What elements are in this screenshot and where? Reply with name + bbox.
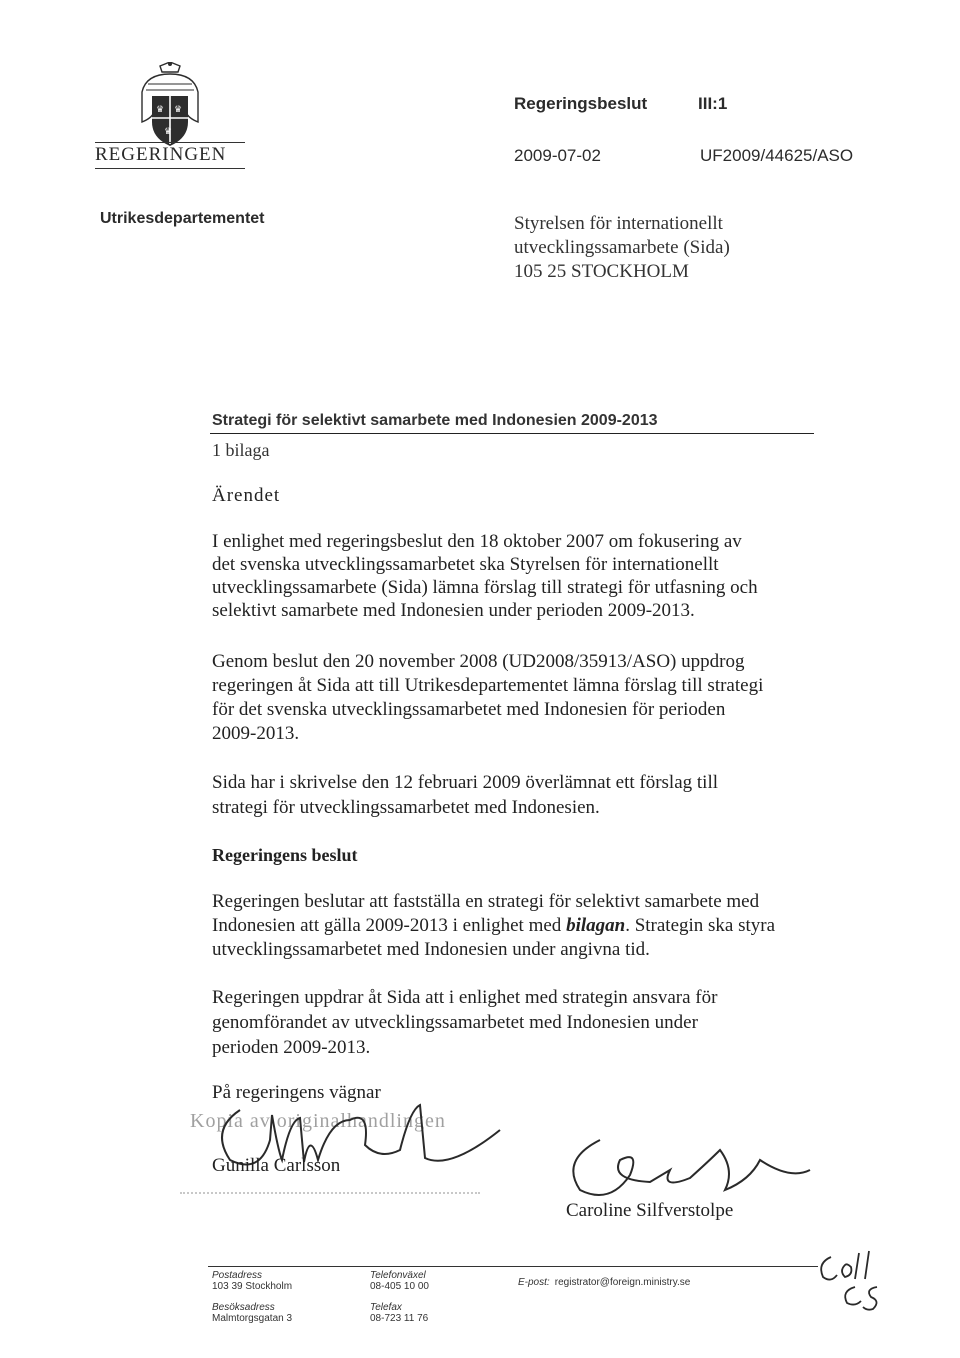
logo-rule-bottom bbox=[95, 168, 245, 169]
text-line: genomförandet av utvecklingssamarbetet med Indonesien under bbox=[212, 1012, 698, 1033]
logo-rule-top bbox=[95, 142, 245, 143]
signature-silfverstolpe bbox=[560, 1120, 840, 1210]
section-heading-beslut: Regeringens beslut bbox=[212, 845, 358, 865]
footer-value: Malmtorgsgatan 3 bbox=[212, 1313, 293, 1324]
text-line: I enlighet med regeringsbeslut den 18 oktober 2007 om fokusering av bbox=[212, 531, 742, 552]
text-line: Regeringen beslutar att fastställa en strategi för selektivt samarbete med bbox=[212, 891, 760, 912]
text-line: utvecklingssamarbetet med Indonesien under angivna tid. bbox=[212, 939, 650, 960]
footer-value: 08-405 10 00 bbox=[370, 1281, 429, 1292]
footer-epost bbox=[518, 1270, 690, 1289]
recipient-address bbox=[514, 212, 730, 284]
on-behalf-text: På regeringens vägnar bbox=[212, 1082, 381, 1103]
svg-text:♛: ♛ bbox=[164, 127, 173, 137]
text-line: selektivt samarbete med Indonesien under perioden 2009-2013. bbox=[212, 600, 695, 621]
decision-number: III:1 bbox=[698, 94, 728, 113]
text-line: Genom beslut den 20 november 2008 (UD2008/35913/ASO) uppdrog bbox=[212, 651, 745, 672]
department-name: Utrikesdepartementet bbox=[100, 210, 265, 227]
text-span: . Strategin ska styra bbox=[625, 915, 776, 936]
logo-wordmark: REGERINGEN bbox=[95, 144, 227, 165]
footer-label: Postadress bbox=[212, 1270, 263, 1281]
recipient-line: utvecklingssamarbete (Sida) bbox=[514, 237, 730, 258]
coat-of-arms-logo bbox=[138, 62, 202, 148]
text-line: utvecklingssamarbete (Sida) lämna förslag till strategi för utfasning och bbox=[212, 577, 758, 598]
footer-value: registrator@foreign.ministry.se bbox=[554, 1277, 691, 1288]
text-line: Regeringen uppdrar åt Sida att i enlighet med strategin ansvara för bbox=[212, 987, 718, 1008]
text-line: perioden 2009-2013. bbox=[212, 1037, 371, 1058]
signer-name-1: Gunilla Carlsson bbox=[212, 1155, 341, 1176]
svg-text:♛: ♛ bbox=[156, 105, 165, 115]
footer-besoksadress bbox=[212, 1302, 292, 1324]
footer-label: Besöksadress bbox=[212, 1302, 275, 1313]
handwritten-note bbox=[815, 1245, 895, 1315]
footer-label: Telefonväxel bbox=[370, 1270, 426, 1281]
footer-rule bbox=[208, 1266, 818, 1267]
signer-name-2: Caroline Silfverstolpe bbox=[566, 1200, 734, 1221]
text-line: 2009-2013. bbox=[212, 723, 300, 744]
dotted-separator bbox=[180, 1192, 480, 1194]
footer-value: 103 39 Stockholm bbox=[212, 1281, 293, 1292]
recipient-line: 105 25 STOCKHOLM bbox=[514, 261, 689, 282]
attachment-reference: bilagan bbox=[566, 915, 626, 936]
paragraph-5 bbox=[212, 985, 812, 1060]
text-line: det svenska utvecklingssamarbetet ska Styrelsen för internationellt bbox=[212, 554, 719, 575]
text-line: Sida har i skrivelse den 12 februari 2009 överlämnat ett förslag till bbox=[212, 772, 718, 793]
text-line bbox=[212, 914, 812, 938]
copy-stamp-text: Kopia av originalhandlingen bbox=[190, 1110, 446, 1132]
footer-postadress bbox=[212, 1270, 292, 1292]
footer-telefonvaxel bbox=[370, 1270, 429, 1292]
footer-label: Telefax bbox=[370, 1302, 402, 1313]
decision-date: 2009-07-02 bbox=[514, 146, 601, 165]
footer-label: E-post: bbox=[518, 1277, 550, 1288]
section-heading-arendet: Ärendet bbox=[212, 485, 281, 506]
footer-telefax bbox=[370, 1302, 428, 1324]
decision-type: Regeringsbeslut bbox=[514, 94, 648, 113]
recipient-line: Styrelsen för internationellt bbox=[514, 213, 723, 234]
subject-underline bbox=[210, 433, 814, 434]
text-span: Indonesien att gälla 2009-2013 i enlighet med bbox=[212, 915, 567, 936]
text-line: strategi för utvecklingssamarbetet med Indonesien. bbox=[212, 797, 600, 818]
text-line: för det svenska utvecklingssamarbetet med Indonesien för perioden bbox=[212, 699, 726, 720]
reference-number: UF2009/44625/ASO bbox=[700, 146, 854, 165]
footer-value: 08-723 11 76 bbox=[370, 1313, 429, 1324]
attachment-count: 1 bilaga bbox=[212, 440, 270, 460]
paragraph-2 bbox=[212, 650, 812, 746]
text-line: regeringen åt Sida att till Utrikesdepartementet lämna förslag till strategi bbox=[212, 675, 764, 696]
paragraph-1 bbox=[212, 530, 812, 622]
paragraph-4 bbox=[212, 890, 812, 962]
svg-text:♛: ♛ bbox=[174, 105, 183, 115]
subject-title: Strategi för selektivt samarbete med Indonesien 2009-2013 bbox=[212, 412, 658, 429]
paragraph-3 bbox=[212, 770, 812, 820]
